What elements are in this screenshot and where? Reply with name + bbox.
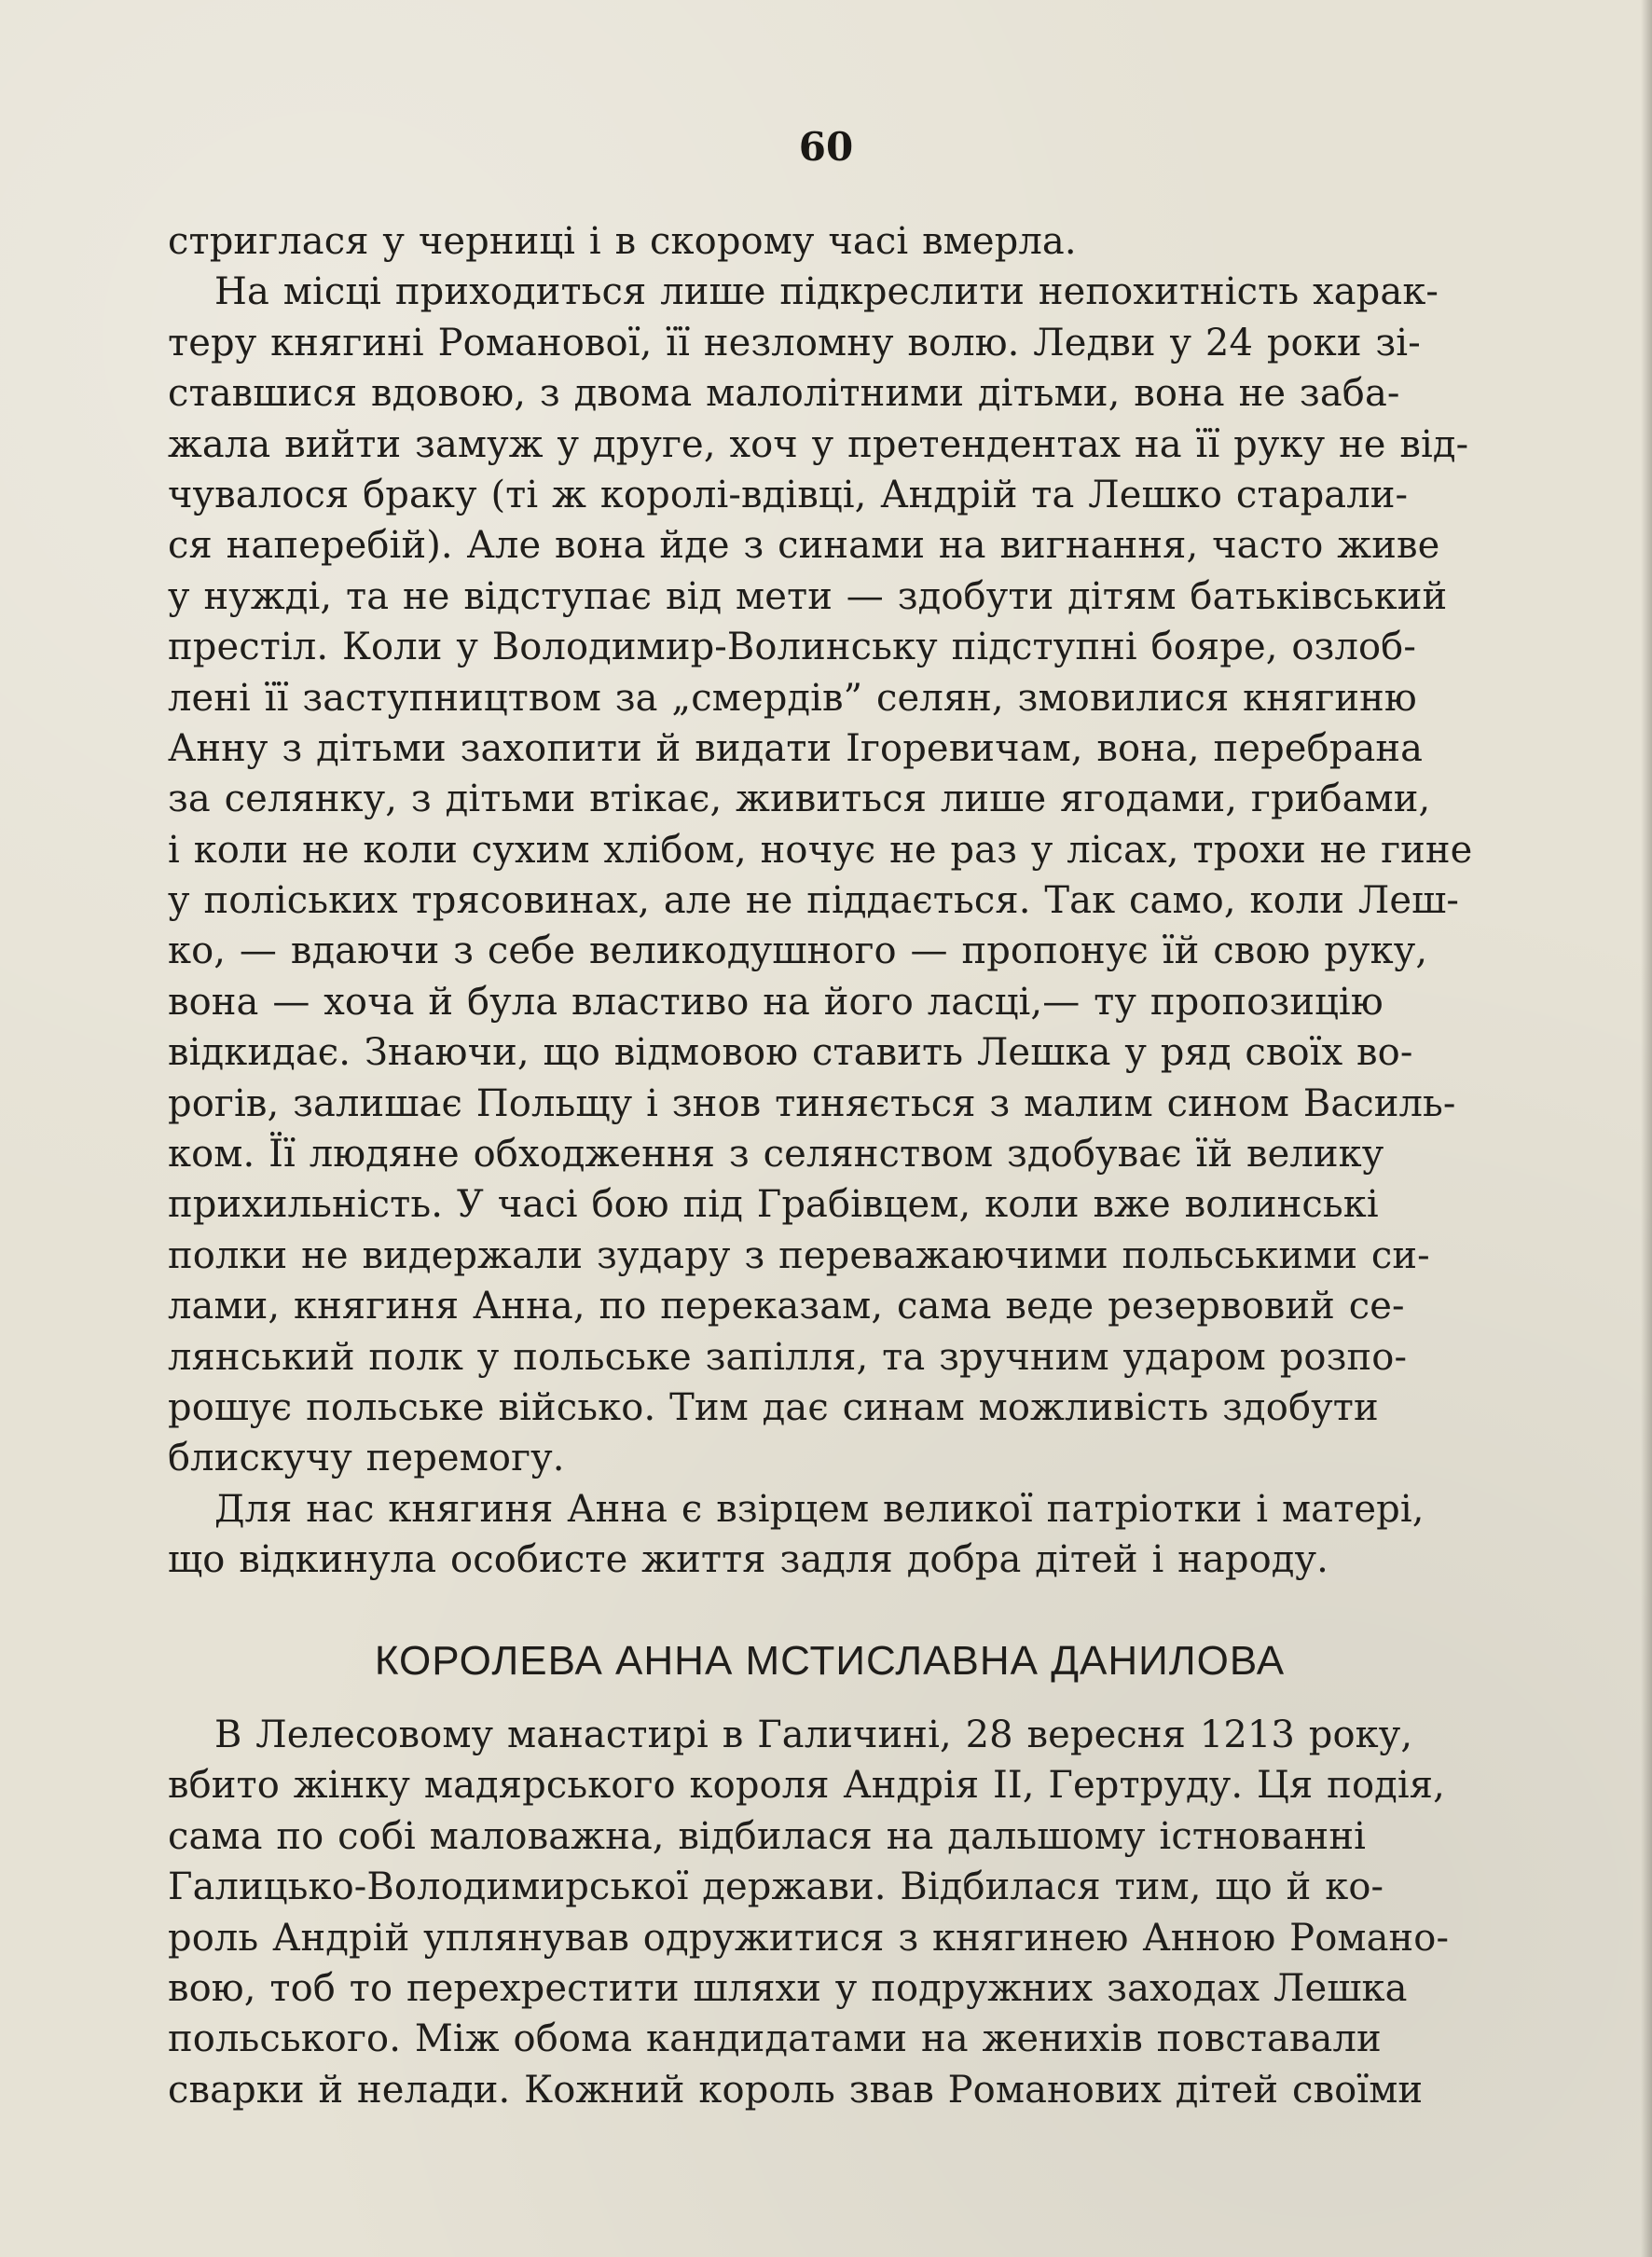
text-line: рогів, залишає Польщу і знов тиняється з малим сином Василь-: [168, 1081, 1456, 1125]
section-1-text: [168, 216, 1641, 1586]
text-line: відкидає. Знаючи, що відмовою ставить Лешка у ряд своїх во-: [168, 1031, 1413, 1075]
text-line: вою, тоб то перехрестити шляхи у подружних заходах Лешка: [168, 1966, 1408, 2010]
text-line: Галицько-Володимирської держави. Відбилася тим, що й ко-: [168, 1865, 1384, 1909]
text-line: полки не видержали зудару з переважаючими польськими си-: [168, 1233, 1430, 1277]
section-heading-wrap: [168, 1633, 1492, 1689]
section-heading: КОРОЛЕВА АННА МСТИСЛАВНА ДАНИЛОВА: [374, 1638, 1286, 1684]
text-line: жала вийти замуж у друге, хоч у претендентах на її руку не від-: [168, 422, 1469, 466]
text-line: стриглася у черниці і в скорому часі вмерла.: [168, 220, 1077, 263]
text-line: лені її заступництвом за „смердів” селян, змовилися княгиню: [168, 676, 1417, 720]
text-line: вона — хоча й була властиво на його ласці,— ту пропозицію: [168, 980, 1384, 1024]
text-line: лами, княгиня Анна, по переказам, сама веде резервовий се-: [168, 1285, 1405, 1328]
text-line: у нужді, та не відступає від мети — здобути дітям батьківський: [168, 574, 1448, 618]
text-line: ся наперебій). Але вона йде з синами на вигнання, часто живе: [168, 524, 1440, 568]
text-line: чувалося браку (ті ж королі-вдівці, Андрій та Лешко старали-: [168, 473, 1409, 516]
text-line: Анну з дітьми захопити й видати Ігоревичам, вона, перебрана: [168, 726, 1424, 770]
text-line: В Лелесовому манастирі в Галичині, 28 вересня 1213 року,: [214, 1713, 1413, 1756]
text-line: що відкинула особисте життя задля добра дітей і народу.: [168, 1538, 1328, 1582]
text-line: Для нас княгиня Анна є взірцем великої патріотки і матері,: [214, 1487, 1425, 1531]
text-line: ком. Її людяне обходження з селянством здобуває їй велику: [168, 1133, 1384, 1177]
text-line: блискучу перемогу.: [168, 1437, 565, 1480]
text-line: сварки й нелади. Кожний король звав Романових дітей своїми: [168, 2068, 1424, 2112]
page-edge-shadow: [1641, 0, 1652, 2257]
text-line: ставшися вдовою, з двома малолітними дітьми, вона не заба-: [168, 372, 1400, 416]
text-line: прихильність. У часі бою під Грабівцем, коли вже волинські: [168, 1183, 1379, 1227]
text-line: роль Андрій уплянував одружитися з княгинею Анною Романо-: [168, 1916, 1450, 1960]
text-line: На місці приходиться лише підкреслити непохитність харак-: [214, 270, 1439, 314]
text-line: рошує польське військо. Тим дає синам можливість здобути: [168, 1385, 1379, 1429]
text-line: за селянку, з дітьми втікає, живиться лише ягодами, грибами,: [168, 778, 1431, 821]
section-2-text: [168, 1710, 1641, 2115]
text-line: лянський полк у польське запілля, та зручним ударом розпо-: [168, 1335, 1408, 1379]
text-line: у поліських трясовинах, але не піддається. Так само, коли Леш-: [168, 879, 1460, 923]
text-line: ко, — вдаючи з себе великодушного — пропонує їй свою руку,: [168, 929, 1428, 973]
text-line: теру княгині Романової, її незломну волю. Ледви у 24 роки зі-: [168, 321, 1421, 365]
text-line: польського. Між обома кандидатами на женихів повставали: [168, 2017, 1382, 2061]
text-line: престіл. Коли у Володимир-Волинську підступні бояре, озлоб-: [168, 626, 1416, 669]
text-line: і коли не коли сухим хлібом, ночує не раз у лісах, трохи не гине: [168, 828, 1473, 872]
text-line: вбито жінку мадярського короля Андрія II, Гертруду. Ця подія,: [168, 1764, 1445, 1808]
page-number: 60: [798, 124, 854, 170]
text-line: сама по собі маловажна, відбилася на дальшому істнованні: [168, 1814, 1366, 1858]
